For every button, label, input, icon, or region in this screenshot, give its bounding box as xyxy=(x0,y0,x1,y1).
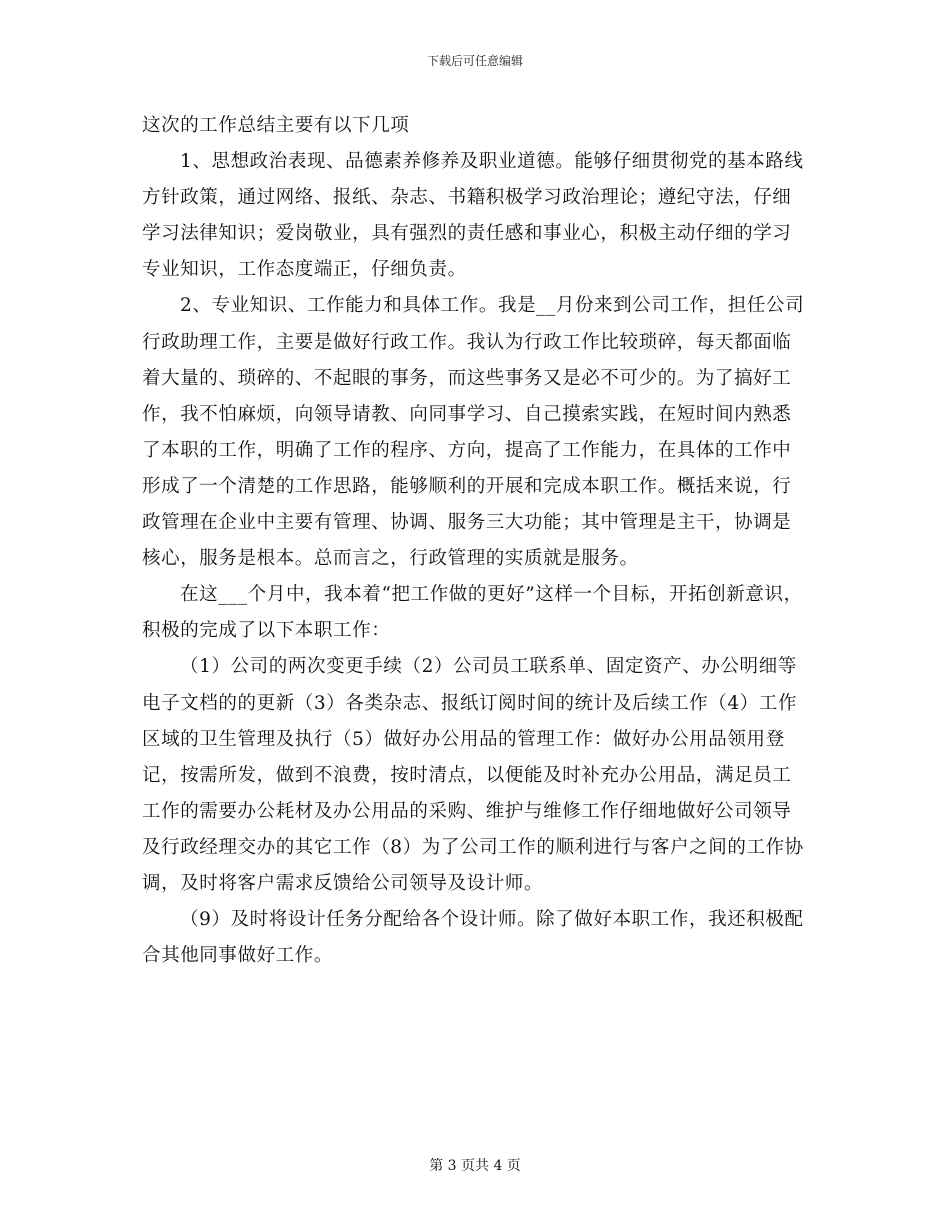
intro-line: 这次的工作总结主要有以下几项 xyxy=(142,115,410,136)
paragraph-2: 2、专业知识、工作能力和具体工作。我是__月份来到公司工作，担任公司行政助理工作，主要是做好行政工作。我认为行政工作比较琐碎，每天都面临着大量的、琐碎的、不起眼的事务，而这些事务又是必不可少的。为了搞好工作，我不怕麻烦，向领导请教、向同事学习、自己摸索实践，在短时间内熟悉了本职的工作，明确了工作的程序、方向，提高了工作能力，在具体的工作中形成了一个清楚的工作思路，能够顺利的开展和完成本职工作。概括来说，行政管理在企业中主要有管理、协调、服务三大功能；其中管理是主干，协调是核心，服务是根本。总而言之，行政管理的实质就是服务。 xyxy=(142,295,805,570)
page-footer: 第 3 页共 4 页 xyxy=(429,1158,521,1174)
paragraph-1: 1、思想政治表现、品德素养修养及职业道德。能够仔细贯彻党的基本路线方针政策，通过网络、报纸、杂志、书籍积极学习政治理论；遵纪守法，仔细学习法律知识；爱岗敬业，具有强烈的责任感和事业心，积极主动仔细的学习专业知识，工作态度端正，仔细负责。 xyxy=(142,151,804,281)
page-header: 下载后可任意编辑 xyxy=(426,54,523,68)
paragraph-5: （9）及时将设计任务分配给各个设计师。除了做好本职工作，我还积极配合其他同事做好工作。 xyxy=(142,909,804,967)
document-body xyxy=(142,108,807,974)
paragraph-3: 在这___个月中，我本着“把工作做的更好”这样一个目标，开拓创新意识，积极的完成了以下本职工作： xyxy=(142,584,803,642)
paragraph-4: （1）公司的两次变更手续（2）公司员工联系单、固定资产、办公明细等电子文档的的更新（3）各类杂志、报纸订阅时间的统计及后续工作（4）工作区域的卫生管理及执行（5）做好办公用品的管理工作：做好办公用品领用登记，按需所发，做到不浪费，按时清点，以便能及时补充办公用品，满足员工工作的需要办公耗材及办公用品的采购、维护与维修工作仔细地做好公司领导及行政经理交办的其它工作（8）为了公司工作的顺利进行与客户之间的工作协调，及时将客户需求反馈给公司领导及设计师。 xyxy=(142,656,804,894)
